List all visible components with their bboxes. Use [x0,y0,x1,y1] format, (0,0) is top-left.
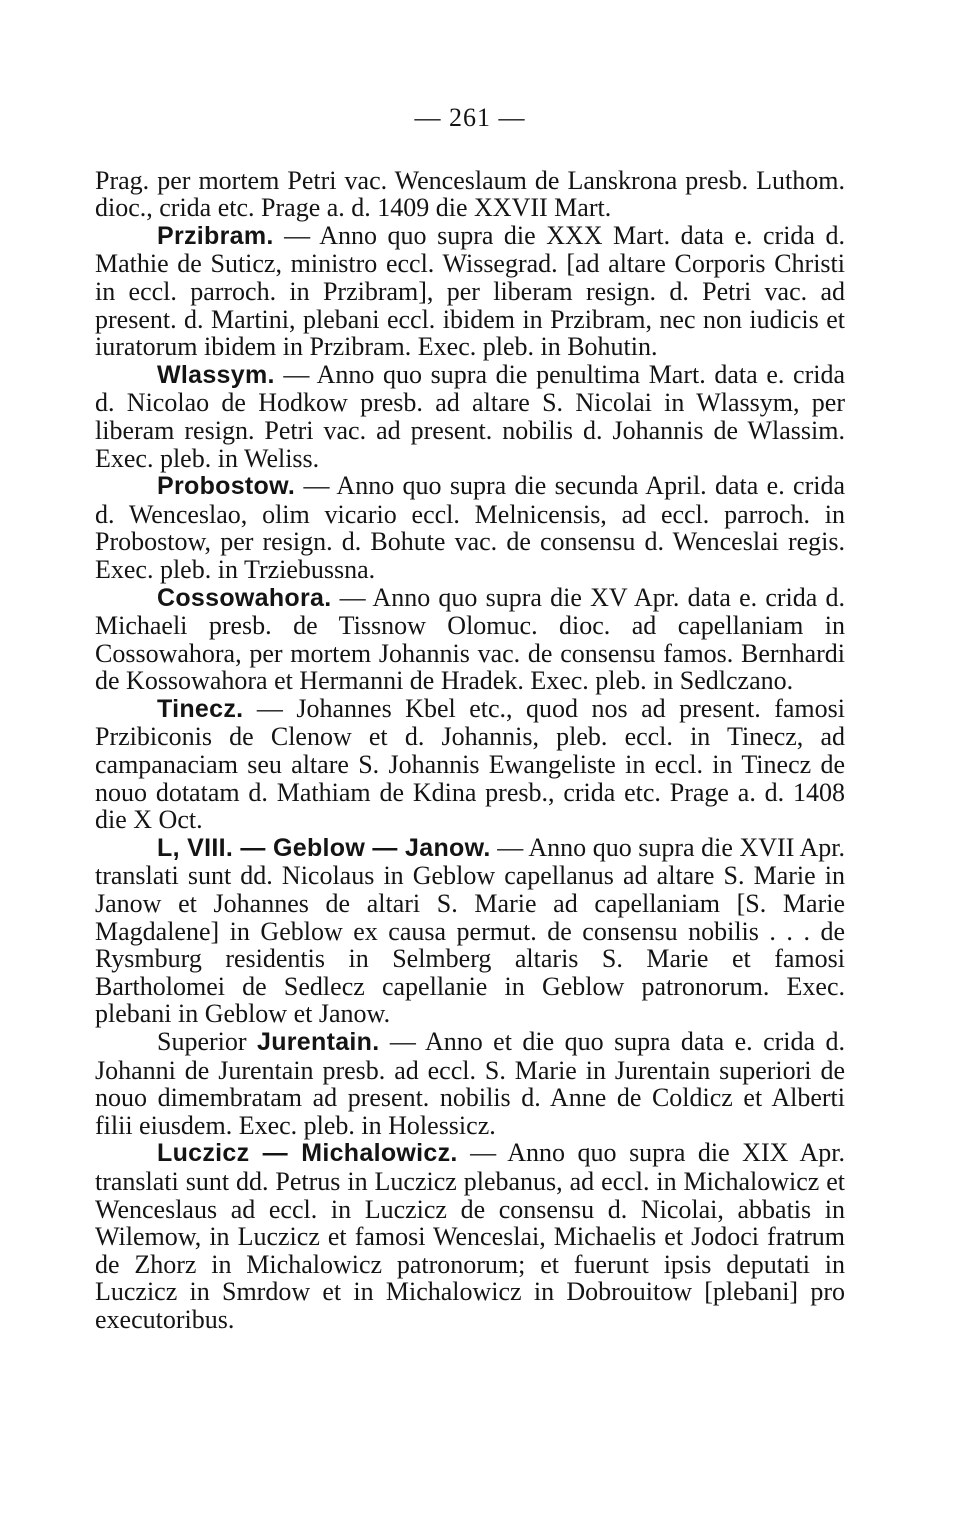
entry-wlassym [95,361,845,472]
entry-tinecz [95,695,845,834]
document-page [95,104,845,1334]
entry-luczicz-michalowicz [95,1139,845,1333]
entry-heading: Przibram. [157,221,274,250]
entry-przibram [95,222,845,361]
entry-text: — Anno et die quo supra data e. crida d. Johanni de Jurentain presb. ad eccl. S. Marie in Jurentain superiori de nouo dimembratam ad present. nobilis d. Anne de Coldicz et Alberti filii eiusdem. Exec. pleb. in Holessicz. [95,1027,845,1140]
entry-text: — Anno quo supra die secunda April. data e. crida d. Wenceslao, olim vicario eccl. Melnicensis, ad eccl. parroch. in Probostow, per resign. d. Bohute vac. de consensu d. Wenceslai regis. Exec. pleb. in Trziebussna. [95,471,845,584]
entry-heading: L, VIII. — Geblow — Janow. [157,833,491,862]
entry-text: — Anno quo supra die XIX Apr. translati sunt dd. Petrus in Luczicz plebanus, ad eccl. in Michalowicz et Wenceslaus ad eccl. in Luczicz de consensu d. Nicolai, abbatis in Wilemow, in Luczicz et famosi Wenceslai, Michaelis et Jodoci fratrum de Zhorz in Michalowicz patronorum; et fuerunt ipsis deputati in Luczicz in Smrdow et in Michalowicz in Dobrouitow [plebani] pro executoribus. [95,1138,845,1334]
entry-heading: Tinecz. [157,694,244,723]
entry-heading: Cossowahora. [157,583,332,612]
entry-heading: Wlassym. [157,360,275,389]
entry-text: Prag. per mortem Petri vac. Wenceslaum de Lanskrona presb. Luthom. dioc., crida etc. Prage a. d. 1409 die XXVII Mart. [95,165,845,223]
entry-text: — Anno quo supra die XVII Apr. translati sunt dd. Nicolaus in Geblow capellanus ad altare S. Marie in Janow et Johannes de altari S. Marie ad capellaniam [S. Marie Magdalene] in Geblow ex causa permut. de consensu nobilis . . . de Rysmburg residentis in Selmberg altaris S. Marie et famosi Bartholomei de Sedlecz capellanie in Geblow patronorum. Exec. plebani in Geblow et Janow. [95,832,845,1029]
entry-geblow-janow [95,834,845,1028]
entry-heading: Luczicz — Michalowicz. [157,1139,458,1168]
entry-text: — Anno quo supra die XV Apr. data e. crida d. Michaeli presb. de Tissnow Olomuc. dioc. ad capellaniam in Cossowahora, per mortem Johannis vac. de consensu famos. Bernhardi de Kossowahora et Hermanni de Hradek. Exec. pleb. in Sedlczano. [95,582,845,696]
entry-prefix: Superior [157,1027,257,1056]
page-number: — 261 — [414,103,526,132]
entry-cossowahora [95,584,845,695]
entry-heading: Probostow. [157,472,296,501]
entry-text: — Johannes Kbel etc., quod nos ad present. famosi Przibiconis de Clenow et d. Johannis, pleb. eccl. in Tinecz, ad campanaciam seu altare S. Johannis Ewangeliste in eccl. in Tinecz de nouo dotatam d. Mathiam de Kdina presb., crida etc. Prage a. d. 1408 die X Oct. [95,693,845,835]
entry-heading: Jurentain. [257,1028,380,1056]
entry-text: — Anno quo supra die XXX Mart. data e. crida d. Mathie de Suticz, ministro eccl. Wissegrad. [ad altare Corporis Christi in eccl. parroch. in Przibram], per liberam resign. d. Petri vac. ad present. d. Martini, plebani eccl. ibidem in Przibram, nec non iudicis et iuratorum ibidem in Przibram. Exec. pleb. in Bohutin. [95,220,845,362]
entry-probostow [95,472,845,583]
entry-prag-continuation [95,167,845,222]
entry-text: — Anno quo supra die penultima Mart. data e. crida d. Nicolao de Hodkow presb. ad altare S. Nicolai in Wlassym, per liberam resign. Petri vac. ad present. nobilis d. Johannis de Wlassim. Exec. pleb. in Weliss. [95,359,845,473]
entry-jurentain [95,1028,845,1139]
